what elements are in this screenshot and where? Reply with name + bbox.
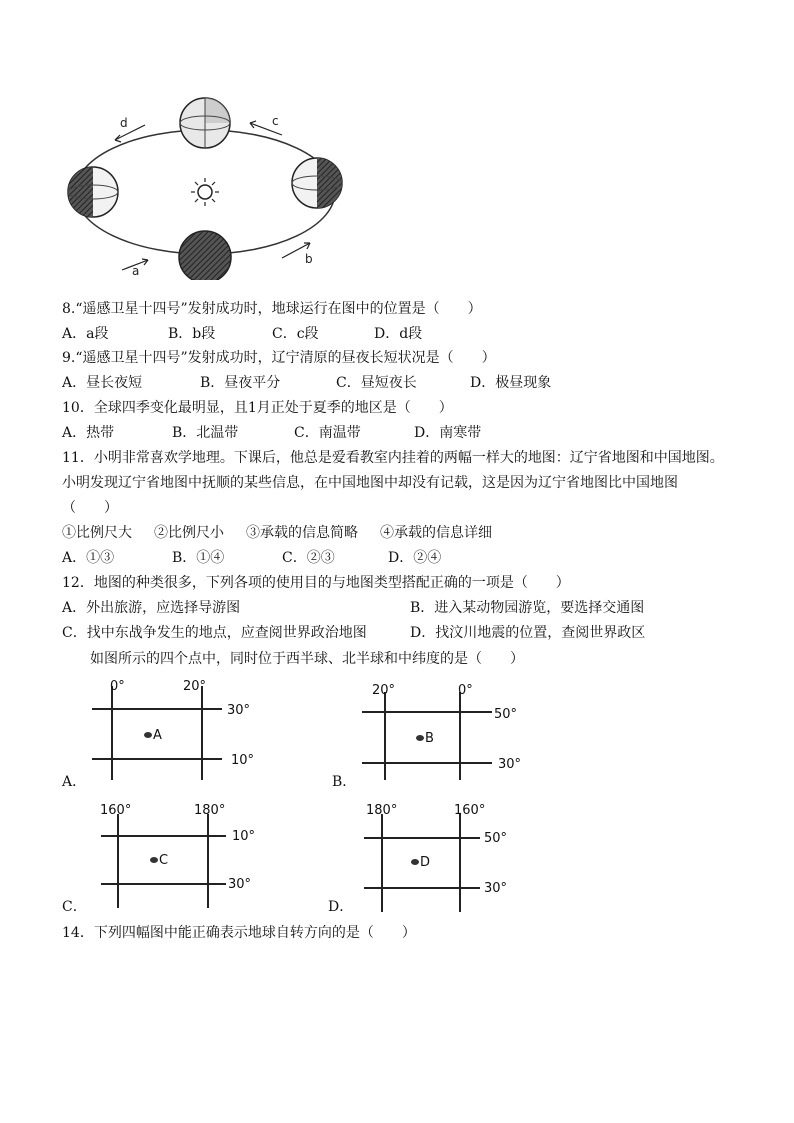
q11-choice-3: ③承载的信息简略	[246, 525, 358, 541]
grid-a-diagram	[82, 676, 282, 780]
grid-b-point-label: B	[425, 731, 434, 746]
grid-a-right-top: 30°	[227, 703, 251, 718]
earth-top-icon	[180, 98, 230, 148]
q9-option-d[interactable]: D．极昼现象	[470, 375, 552, 391]
grid-b-top-left: 20°	[372, 683, 396, 698]
q13-option-c[interactable]: C．	[62, 899, 87, 915]
q13-option-b[interactable]: B．	[332, 774, 357, 790]
grid-b-top-right: 0°	[458, 683, 473, 698]
grid-c-top-left: 160°	[100, 803, 132, 818]
grid-d-point-label: D	[420, 855, 431, 870]
q8-option-a[interactable]: A．a段	[62, 326, 109, 342]
q8-stem: 8.“遥感卫星十四号”发射成功时，地球运行在图中的位置是（ ）	[62, 301, 482, 317]
q12-stem: 12．地图的种类很多，下列各项的使用目的与地图类型搭配正确的一项是（ ）	[62, 575, 570, 591]
grid-c-top-right: 180°	[194, 803, 226, 818]
q11-option-c[interactable]: C．②③	[282, 550, 335, 566]
segment-label-b: b	[305, 252, 313, 266]
q13-option-d[interactable]: D．	[328, 899, 354, 915]
earth-left-icon	[68, 167, 118, 217]
segment-label-d: d	[120, 116, 128, 130]
q13-stem: 如图所示的四个点中，同时位于西半球、北半球和中纬度的是（ ）	[90, 651, 524, 667]
q9-option-a[interactable]: A．昼长夜短	[62, 375, 143, 391]
grid-d-diagram	[360, 800, 540, 912]
q11-choice-4: ④承载的信息详细	[380, 525, 492, 541]
grid-b-right-top: 50°	[494, 707, 518, 722]
q12-option-d[interactable]: D．找汶川地震的位置，查阅世界政区	[410, 625, 646, 641]
q10-option-b[interactable]: B．北温带	[172, 425, 239, 441]
grid-a-top-right: 20°	[183, 679, 207, 694]
q11-stem-line3: （ ）	[62, 500, 118, 516]
grid-c-right-bottom: 30°	[228, 877, 252, 892]
grid-b-right-bottom: 30°	[498, 757, 522, 772]
q9-option-c[interactable]: C．昼短夜长	[336, 375, 417, 391]
q14-stem: 14．下列四幅图中能正确表示地球自转方向的是（ ）	[62, 925, 416, 941]
earth-bottom-icon	[179, 231, 231, 280]
q8-option-d[interactable]: D．d段	[374, 326, 423, 342]
grid-c-diagram	[96, 800, 286, 908]
q11-stem-line1: 11．小明非常喜欢学地理。下课后，他总是爱看教室内挂着的两幅一样大的地图：辽宁省地图和中国地图。	[62, 450, 724, 466]
grid-d-point-dot	[411, 859, 419, 865]
q12-option-a[interactable]: A．外出旅游，应选择导游图	[62, 600, 241, 616]
q13-option-a[interactable]: A．	[62, 774, 87, 790]
q8-option-c[interactable]: C．c段	[272, 326, 319, 342]
grid-a-top-left: 0°	[110, 679, 125, 694]
q11-choice-2: ②比例尺小	[154, 525, 224, 541]
q11-option-b[interactable]: B．①④	[172, 550, 225, 566]
q9-option-b[interactable]: B．昼夜平分	[200, 375, 281, 391]
grid-d-top-left: 180°	[366, 803, 398, 818]
segment-label-c: c	[272, 114, 279, 128]
q10-option-a[interactable]: A．热带	[62, 425, 115, 441]
q11-option-d[interactable]: D．②④	[388, 550, 442, 566]
earth-orbit-diagram	[60, 85, 360, 280]
q11-stem-line2: 小明发现辽宁省地图中抚顺的某些信息，在中国地图中却没有记载，这是因为辽宁省地图比中国地图	[62, 475, 678, 491]
q12-option-c[interactable]: C．找中东战争发生的地点，应查阅世界政治地图	[62, 625, 367, 641]
q12-option-b[interactable]: B．进入某动物园游览，要选择交通图	[410, 600, 645, 616]
sun-icon	[191, 178, 219, 206]
q8-option-b[interactable]: B．b段	[168, 326, 216, 342]
grid-d-right-bottom: 30°	[484, 881, 508, 896]
q10-option-d[interactable]: D．南寒带	[414, 425, 482, 441]
grid-a-point-label: A	[153, 728, 162, 743]
q10-stem: 10．全球四季变化最明显，且1月正处于夏季的地区是（ ）	[62, 400, 453, 416]
segment-label-a: a	[132, 264, 140, 278]
q11-choice-1: ①比例尺大	[62, 525, 132, 541]
grid-a-point-dot	[144, 732, 152, 738]
grid-a-right-bottom: 10°	[231, 753, 255, 768]
grid-b-diagram	[352, 680, 542, 780]
q9-stem: 9.“遥感卫星十四号”发射成功时，辽宁清原的昼夜长短状况是（ ）	[62, 350, 496, 366]
grid-c-point-label: C	[159, 853, 169, 868]
q10-option-c[interactable]: C．南温带	[294, 425, 361, 441]
earth-right-icon	[292, 158, 342, 208]
q11-option-a[interactable]: A．①③	[62, 550, 115, 566]
grid-c-point-dot	[150, 857, 158, 863]
grid-d-top-right: 160°	[454, 803, 486, 818]
grid-d-right-top: 50°	[484, 831, 508, 846]
grid-c-right-top: 10°	[232, 829, 256, 844]
grid-b-point-dot	[416, 735, 424, 741]
